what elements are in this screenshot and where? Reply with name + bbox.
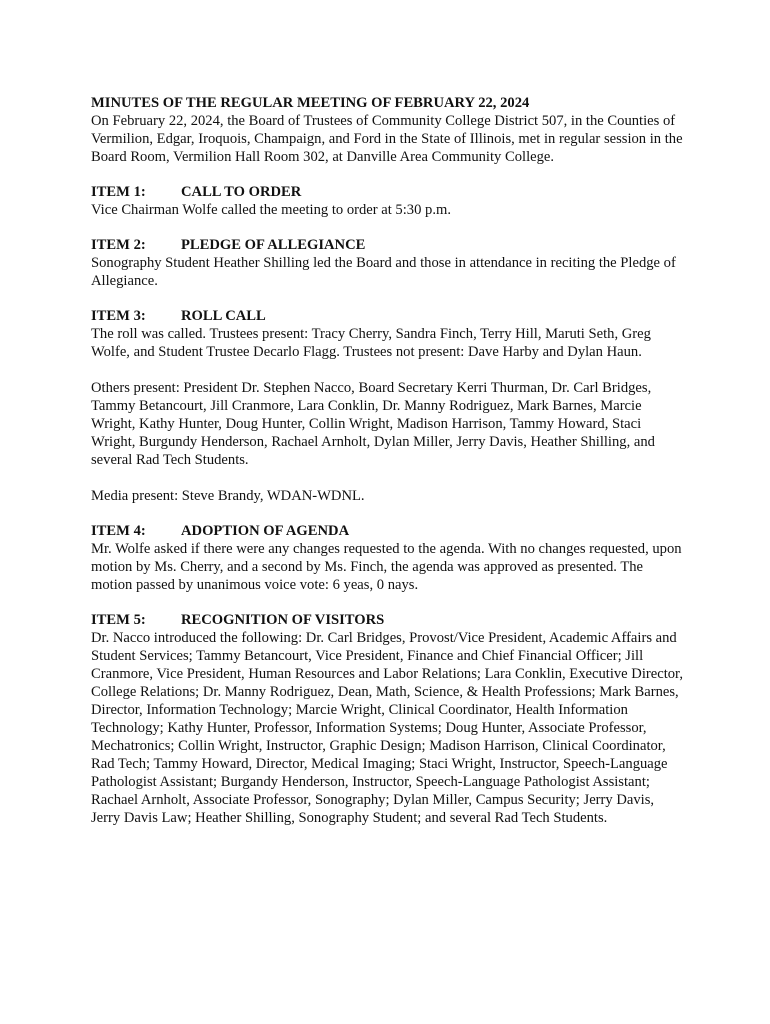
item-4-number: ITEM 4: bbox=[91, 523, 146, 539]
item-2-title: PLEDGE OF ALLEGIANCE bbox=[181, 237, 366, 253]
item-5-paragraph: Dr. Nacco introduced the following: Dr. Carl Bridges, Provost/Vice President, Academic Affairs and Student Services; Tammy Betancourt, Vice President, Finance and Chief Financial Officer; Jill Cranmore, Vice President, Human Resources and Labor Relations; Lara Conklin, Executive Director, College Relations; Dr. Manny Rodriguez, Dean, Math, Science, & Health Professions; Mark Barnes, Director, Information Technology; Marcie Wright, Clinical Coordinator, Health Information Technology; Kathy Hunter, Professor, Information Systems; Doug Hunter, Associate Professor, Mechatronics; Collin Wright, Instructor, Graphic Design; Madison Harrison, Clinical Coordinator, Rad Tech; Tammy Howard, Director, Medical Imaging; Staci Wright, Instructor, Speech-Language Pathologist Assistant; Burgandy Henderson, Instructor, Speech-Language Pathologist Assistant; Rachael Arnholt, Associate Professor, Sonography; Dylan Miller, Campus Security; Jerry Davis, Jerry Davis Law; Heather Shilling, Sonography Student; and several Rad Tech Students. bbox=[91, 630, 683, 826]
paragraph-spacer bbox=[91, 361, 685, 379]
item-2-number: ITEM 2: bbox=[91, 237, 146, 253]
others-present-paragraph: Others present: President Dr. Stephen Nacco, Board Secretary Kerri Thurman, Dr. Carl Bridges, Tammy Betancourt, Jill Cranmore, Lara Conklin, Dr. Manny Rodriguez, Mark Barnes, Marcie Wright, Kathy Hunter, Doug Hunter, Collin Wright, Madison Harrison, Tammy Howard, Staci Wright, Burgundy Henderson, Rachael Arnholt, Dylan Miller, Jerry Davis, Heather Shilling, and several Rad Tech Students. bbox=[91, 380, 655, 468]
item-3-number: ITEM 3: bbox=[91, 308, 146, 324]
item-5-number: ITEM 5: bbox=[91, 612, 146, 628]
item-5-title: RECOGNITION OF VISITORS bbox=[181, 612, 385, 628]
paragraph-spacer bbox=[91, 469, 685, 487]
item-4-title: ADOPTION OF AGENDA bbox=[181, 523, 350, 539]
item-5-heading bbox=[91, 611, 685, 629]
item-1-title: CALL TO ORDER bbox=[181, 184, 302, 200]
item-1-paragraph: Vice Chairman Wolfe called the meeting to order at 5:30 p.m. bbox=[91, 202, 451, 218]
item-3-heading bbox=[91, 307, 685, 325]
document-title: MINUTES OF THE REGULAR MEETING OF FEBRUARY 22, 2024 bbox=[91, 95, 530, 111]
media-present-paragraph: Media present: Steve Brandy, WDAN-WDNL. bbox=[91, 488, 365, 504]
item-4-heading bbox=[91, 522, 685, 540]
item-1-heading bbox=[91, 183, 685, 201]
item-2-paragraph: Sonography Student Heather Shilling led the Board and those in attendance in reciting the Pledge of Allegiance. bbox=[91, 255, 676, 289]
item-2-heading bbox=[91, 236, 685, 254]
roll-call-paragraph: The roll was called. Trustees present: Tracy Cherry, Sandra Finch, Terry Hill, Maruti Seth, Greg Wolfe, and Student Trustee Decarlo Flagg. Trustees not present: Dave Harby and Dylan Haun. bbox=[91, 326, 651, 360]
item-1-number: ITEM 1: bbox=[91, 184, 146, 200]
document-page bbox=[91, 94, 685, 827]
intro-paragraph: On February 22, 2024, the Board of Trustees of Community College District 507, in the Counties of Vermilion, Edgar, Iroquois, Champaign, and Ford in the State of Illinois, met in regular session in the Board Room, Vermilion Hall Room 302, at Danville Area Community College. bbox=[91, 113, 683, 165]
item-4-paragraph: Mr. Wolfe asked if there were any changes requested to the agenda. With no changes requested, upon motion by Ms. Cherry, and a second by Ms. Finch, the agenda was approved as presented. The motion passed by unanimous voice vote: 6 yeas, 0 nays. bbox=[91, 541, 682, 593]
item-3-title: ROLL CALL bbox=[181, 308, 266, 324]
